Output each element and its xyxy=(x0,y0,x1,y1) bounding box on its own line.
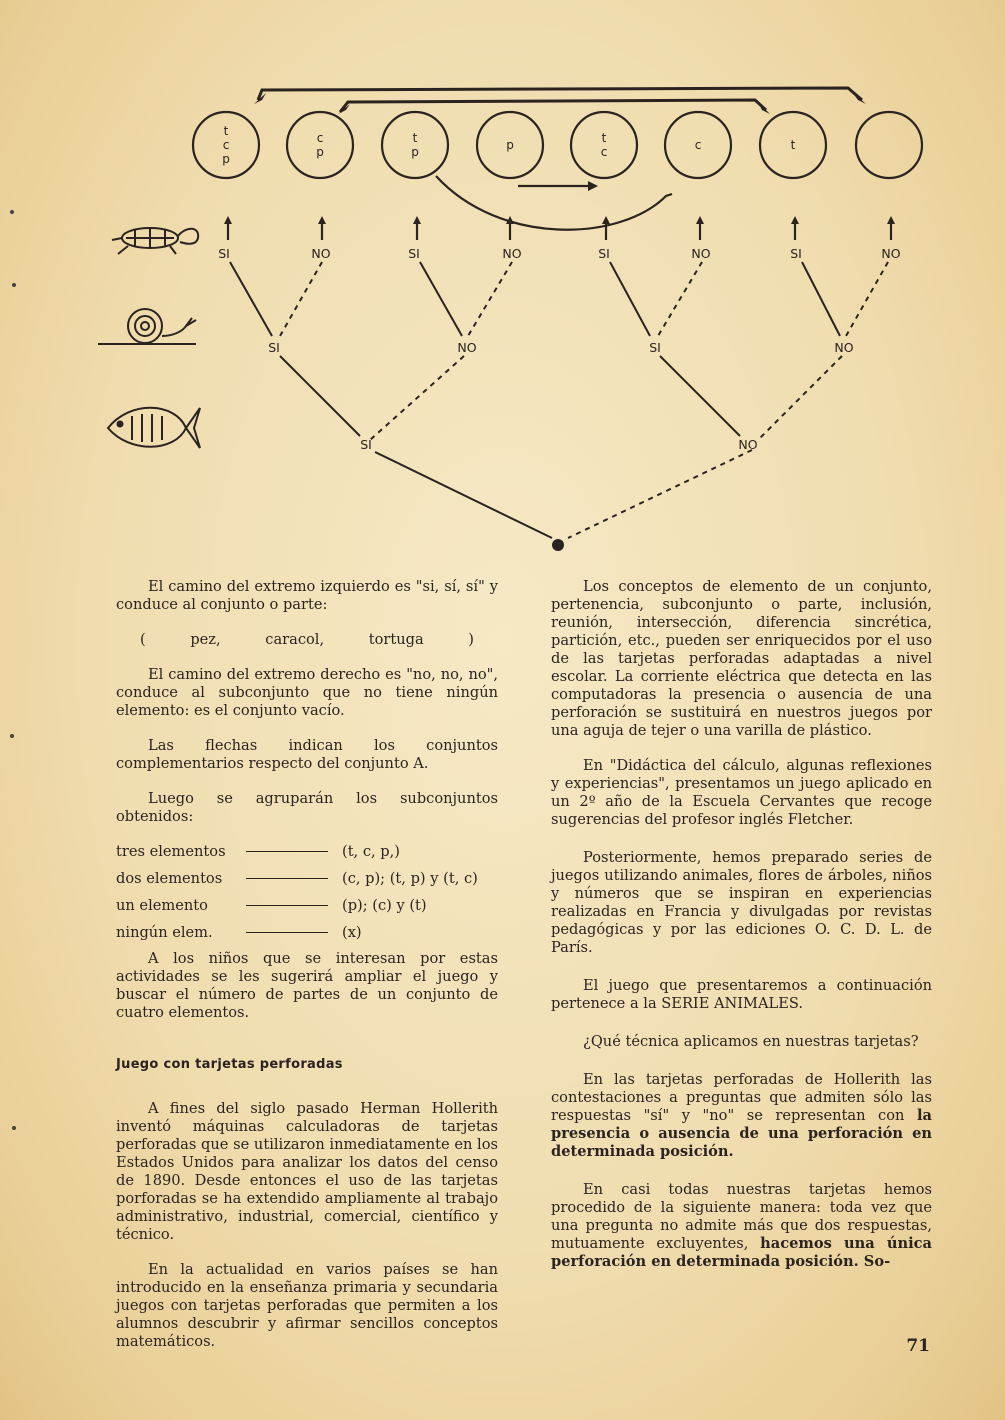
answer-label: SI xyxy=(790,246,802,261)
answers-level-1 xyxy=(218,246,901,261)
fish-icon xyxy=(108,408,200,448)
answer-label: NO xyxy=(834,340,854,355)
margin-speck xyxy=(10,734,14,738)
card-letter: c xyxy=(694,138,702,152)
page-number: 71 xyxy=(906,1336,930,1356)
paren: ) xyxy=(468,631,474,648)
up-arrow-head xyxy=(413,216,421,224)
subset-row: tres elementos (t, c, p,) xyxy=(116,842,400,860)
card-circles xyxy=(193,112,922,178)
answers-level-2 xyxy=(268,340,854,355)
set-element: tortuga xyxy=(368,631,424,648)
subset-row: un elemento (p); (c) y (t) xyxy=(116,896,427,914)
answer-label: NO xyxy=(691,246,711,261)
paragraph: Las flechas indican los conjuntos complementarios respecto del conjunto A. xyxy=(116,737,498,772)
set-example xyxy=(116,631,498,649)
up-arrows xyxy=(224,216,895,240)
paragraph: A los niños que se interesan por estas actividades se les sugerirá ampliar el juego y buscar el número de partes de un conjunto de cuatro elementos. xyxy=(116,950,498,1021)
subset-list xyxy=(116,838,498,946)
card-letter: p xyxy=(316,145,324,159)
answer-label: SI xyxy=(268,340,280,355)
answer-label: NO xyxy=(738,437,758,452)
paragraph: A fines del siglo pasado Herman Hollerith inventó máquinas calculadoras de tarjetas perforadas que se utilizaron inmediatamente en los Estados Unidos para analizar los datos del censo de 1890. Desde entonces el uso de las tarjetas porforadas se ha extendido ampliamente al trabajo administrativo, industrial, comercial, científico y técnico. xyxy=(116,1100,498,1243)
subset-row: ningún elem. (x) xyxy=(116,923,362,941)
card-letter: t xyxy=(790,138,796,152)
tree-branches-dashed xyxy=(280,262,888,538)
paren: ( xyxy=(140,631,146,648)
paragraph: Luego se agruparán los subconjuntos obtenidos: xyxy=(116,790,498,825)
paragraph: Los conceptos de elemento de un conjunto, pertenencia, subconjunto o parte, inclusión, reunión, intersección, diferencia sincrética, partición, etc., pueden ser enriquecidos por el uso de las tarjetas perforadas adaptadas a nivel escolar. La corriente eléctrica que detecta en las computadoras la presencia o ausencia de una perforación se sustituirá en nuestros juegos por una aguja de tejer o una varilla de plástico. xyxy=(551,578,932,739)
complement-arrows xyxy=(258,88,862,230)
card-letter: t xyxy=(223,124,229,138)
card-letter: c xyxy=(600,145,608,159)
paragraph: El camino del extremo izquierdo es "si, sí, sí" y conduce al conjunto o parte: xyxy=(116,578,498,613)
card-letter: p xyxy=(222,152,230,166)
up-arrow-head xyxy=(696,216,704,224)
answer-label: SI xyxy=(218,246,230,261)
set-element: caracol, xyxy=(265,631,325,648)
margin-speck xyxy=(12,1126,16,1130)
tree-branches xyxy=(230,262,840,538)
answer-label: SI xyxy=(598,246,610,261)
answer-label: NO xyxy=(457,340,477,355)
root-node xyxy=(552,539,564,551)
paragraph: El juego que presentaremos a continuación pertenece a la SERIE ANIMALES. xyxy=(551,977,932,1012)
paragraph: En la actualidad en varios países se han introducido en la enseñanza primaria y secundaria juegos con tarjetas perforadas que permiten a los alumnos descubrir y afirmar sencillos conceptos matemáticos. xyxy=(116,1261,498,1350)
answers-level-3 xyxy=(360,437,758,452)
paragraph: En las tarjetas perforadas de Hollerith las contestaciones a preguntas que admiten sólo las respuestas "sí" y "no" se representan con la presencia o ausencia de una perforación en determinada posición. xyxy=(551,1071,932,1160)
section-heading: Juego con tarjetas perforadas xyxy=(116,1057,343,1072)
margin-speck xyxy=(10,210,14,214)
up-arrow-head xyxy=(224,216,232,224)
subset-row: dos elementos (c, p); (t, p) y (t, c) xyxy=(116,869,478,887)
card-letter: t xyxy=(601,131,607,145)
snail-icon xyxy=(98,309,196,344)
paragraph: En "Didáctica del cálculo, algunas reflexiones y experiencias", presentamos un juego aplicado en un 2º año de la Escuela Cervantes que recoge sugerencias del profesor inglés Fletcher. xyxy=(551,757,932,828)
right-column xyxy=(551,578,932,1288)
answer-label: SI xyxy=(408,246,420,261)
subset-tree-diagram xyxy=(0,0,1005,560)
up-arrow-head xyxy=(887,216,895,224)
card-letter: c xyxy=(222,138,230,152)
set-element: pez, xyxy=(190,631,221,648)
turtle-icon xyxy=(112,228,198,254)
up-arrow-head xyxy=(318,216,326,224)
card-letter: p xyxy=(411,145,419,159)
answer-label: NO xyxy=(502,246,522,261)
card-letter: p xyxy=(506,138,514,152)
card-letter: c xyxy=(316,131,324,145)
answer-label: SI xyxy=(649,340,661,355)
margin-speck xyxy=(12,283,16,287)
answer-label: NO xyxy=(881,246,901,261)
paragraph: ¿Qué técnica aplicamos en nuestras tarjetas? xyxy=(583,1033,919,1050)
left-column xyxy=(116,578,498,1368)
up-arrow-head xyxy=(791,216,799,224)
paragraph: En casi todas nuestras tarjetas hemos procedido de la siguiente manera: toda vez que una pregunta no admite más que dos respuestas, mutuamente excluyentes, hacemos una única perforación en determinada posición. So- xyxy=(551,1181,933,1270)
answer-label: SI xyxy=(360,437,372,452)
card-letter: t xyxy=(412,131,418,145)
answer-label: NO xyxy=(311,246,331,261)
paragraph: El camino del extremo derecho es "no, no, no", conduce al subconjunto que no tiene ningún elemento: es el conjunto vacío. xyxy=(116,666,498,719)
card-circle xyxy=(856,112,922,178)
paragraph: Posteriormente, hemos preparado series de juegos utilizando animales, flores de árboles, niños y números que se inspiran en experiencias realizadas en Francia y divulgadas por revistas pedagógicas y por las ediciones O. C. D. L. de París. xyxy=(551,849,932,956)
up-arrow-head xyxy=(602,216,610,224)
